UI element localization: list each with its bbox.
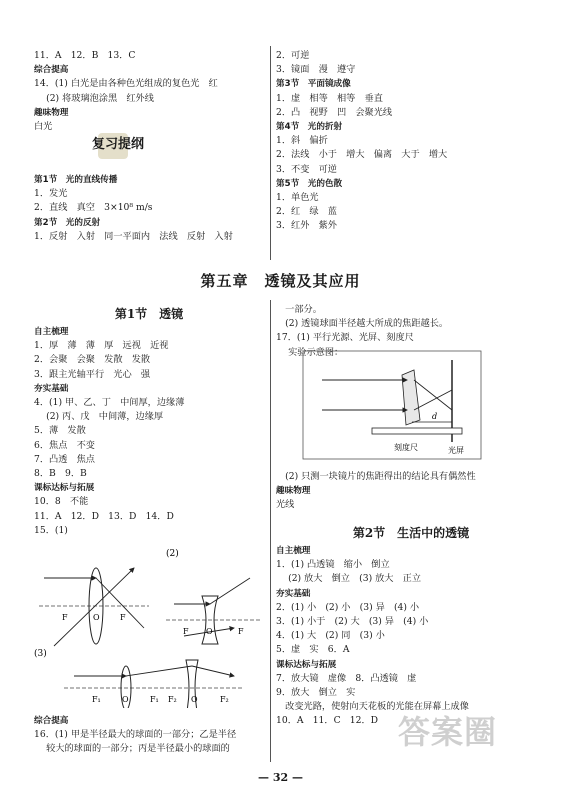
convex-lens-diagram-1 xyxy=(39,568,149,646)
answer-line: 4．(1) 甲、乙、丁 中间厚，边缘薄 xyxy=(34,397,185,409)
subheading: 趣味物理 xyxy=(276,486,311,497)
answer-line: 2．会聚 会聚 发散 发散 xyxy=(34,354,151,366)
subheading: 课标达标与拓展 xyxy=(276,659,337,670)
column-divider-top xyxy=(270,46,271,260)
svg-text:光屏: 光屏 xyxy=(448,446,464,455)
answer-line: 1．单色光 xyxy=(276,192,319,204)
answer-line: 3．不变 可逆 xyxy=(276,163,337,175)
answer-line: 5．薄 发散 xyxy=(34,425,86,437)
answer-line: 较大的球面的一部分；丙是半径最小的球面的 xyxy=(34,743,230,755)
answer-line: 8．B 9．B xyxy=(34,468,87,480)
subheading: 综合提高 xyxy=(34,716,69,726)
subheading: 夯实基础 xyxy=(34,383,69,394)
svg-text:d: d xyxy=(432,412,438,421)
figure-17-experiment-diagram xyxy=(302,350,482,460)
svg-text:O: O xyxy=(122,695,129,704)
svg-text:(3): (3) xyxy=(34,649,47,659)
two-lens-diagram-3 xyxy=(64,660,244,708)
column-divider-bottom xyxy=(270,300,271,762)
answer-line: 11．A 12．B 13．C xyxy=(34,50,136,61)
answer-line: 2．红 绿 蓝 xyxy=(276,206,337,218)
answer-line: 一部分。 xyxy=(276,304,322,315)
left-column xyxy=(34,303,264,538)
svg-text:F₁: F₁ xyxy=(92,695,101,704)
subheading: 自主梳理 xyxy=(34,327,69,337)
top-left-column xyxy=(34,49,254,134)
answer-line: 3．镜面 漫 遵守 xyxy=(276,64,356,76)
answer-line: 9．放大 倒立 实 xyxy=(276,687,356,699)
answer-line: 14．(1) 白光是由各种色光组成的复色光 红 xyxy=(34,78,218,90)
concave-lens-diagram-2 xyxy=(166,578,262,644)
answer-line: 2．(1) 小 (2) 小 (3) 异 (4) 小 xyxy=(276,601,420,613)
svg-text:(2): (2) xyxy=(166,549,179,559)
chapter-title: 第五章 透镜及其应用 xyxy=(200,272,361,290)
answer-line: 2．凸 视野 凹 会聚光线 xyxy=(276,106,393,118)
answer-line: 3．跟主光轴平行 光心 强 xyxy=(34,368,151,380)
answer-line: 5．虚 实 6．A xyxy=(276,644,350,656)
svg-text:F: F xyxy=(62,613,68,622)
subheading: 第5节 光的色散 xyxy=(276,178,343,189)
svg-text:F: F xyxy=(183,627,189,636)
subheading: 夯实基础 xyxy=(276,588,311,599)
svg-text:刻度尺: 刻度尺 xyxy=(394,443,418,452)
answer-line: 1．虚 相等 相等 垂直 xyxy=(276,92,383,104)
subheading: 第2节 光的反射 xyxy=(34,217,101,228)
answer-line: 1．发光 xyxy=(34,188,68,200)
svg-text:F: F xyxy=(120,613,126,622)
answer-line: (2) 将玻璃泡涂黑 红外线 xyxy=(34,92,154,104)
answer-line: (2) 放大 倒立 (3) 放大 正立 xyxy=(276,573,422,585)
answer-line: 6．焦点 不变 xyxy=(34,439,95,451)
page-number: — 32 — xyxy=(258,771,303,784)
answer-line: 1．斜 偏折 xyxy=(276,135,328,147)
section-2-title: 第2节 生活中的透镜 xyxy=(352,526,470,540)
svg-text:O: O xyxy=(93,613,100,622)
subheading: 第1节 光的直线传播 xyxy=(34,175,118,185)
svg-text:F: F xyxy=(238,627,244,636)
answer-line: 1．厚 薄 薄 厚 远视 近视 xyxy=(34,340,169,352)
answer-line: 2．可逆 xyxy=(276,50,310,61)
answer-line: 白光 xyxy=(34,121,53,133)
svg-text:F₂: F₂ xyxy=(168,695,177,704)
answer-line: 15．(1) xyxy=(34,524,68,536)
answer-line: 3．红外 紫外 xyxy=(276,220,337,232)
answer-line: (2) 丙、戊 中间薄，边缘厚 xyxy=(34,411,164,423)
answer-line: 实验示意图： xyxy=(276,346,344,358)
review-column xyxy=(34,173,264,244)
answer-line: 11．A 12．D 13．D 14．D xyxy=(34,510,174,522)
section-1-title: 第1节 透镜 xyxy=(114,307,184,321)
answer-line: (2) 透镜球面半径越大所成的焦距越长。 xyxy=(276,318,449,330)
answer-line: 3．(1) 小于 (2) 大 (3) 异 (4) 小 xyxy=(276,616,429,628)
answer-line: 17．(1) 平行光源、光屏、刻度尺 xyxy=(276,332,414,344)
subheading: 第4节 光的折射 xyxy=(276,122,343,133)
right-column-section-2 xyxy=(276,522,546,729)
svg-text:O: O xyxy=(206,627,213,636)
answer-line: 光线 xyxy=(276,499,295,511)
answer-line: 10．8 不能 xyxy=(34,496,89,508)
answer-line: (2) 只测一块镜片的焦距得出的结论具有偶然性 xyxy=(276,471,476,482)
answer-line: 1．反射 入射 同一平面内 法线 反射 入射 xyxy=(34,230,233,242)
answer-line: 7．凸透 焦点 xyxy=(34,453,95,465)
answer-line: 1．(1) 凸透镜 缩小 倒立 xyxy=(276,559,390,571)
answer-line: 7．放大镜 虚像 8．凸透镜 虚 xyxy=(276,672,417,684)
svg-text:F₁: F₁ xyxy=(150,695,159,704)
svg-text:F₂: F₂ xyxy=(220,695,229,704)
figure-15-ray-diagrams xyxy=(34,548,264,708)
watermark: 答案圈 xyxy=(398,713,498,751)
subheading: 综合提高 xyxy=(34,65,69,76)
answer-line: 改变光路，使射向天花板的光能在屏幕上成像 xyxy=(276,701,469,713)
answer-line: 16．(1) 甲是半径最大的球面的一部分；乙是半径 xyxy=(34,729,237,741)
top-right-column xyxy=(276,49,536,234)
review-title: 复习提纲 xyxy=(92,137,145,152)
answer-line: 4．(1) 大 (2) 同 (3) 小 xyxy=(276,630,385,642)
right-column-after-figure xyxy=(276,470,546,513)
answer-line: 10．A 11．C 12．D xyxy=(276,715,379,727)
left-column-bottom xyxy=(34,714,264,757)
answer-line: 2．直线 真空 3×10⁸ m/s xyxy=(34,202,153,214)
subheading: 第3节 平面镜成像 xyxy=(276,79,351,90)
subheading: 自主梳理 xyxy=(276,546,311,556)
svg-text:O: O xyxy=(191,695,198,704)
subheading: 趣味物理 xyxy=(34,107,69,118)
subheading: 课标达标与拓展 xyxy=(34,483,95,494)
answer-line: 2．法线 小于 增大 偏离 大于 增大 xyxy=(276,149,448,161)
